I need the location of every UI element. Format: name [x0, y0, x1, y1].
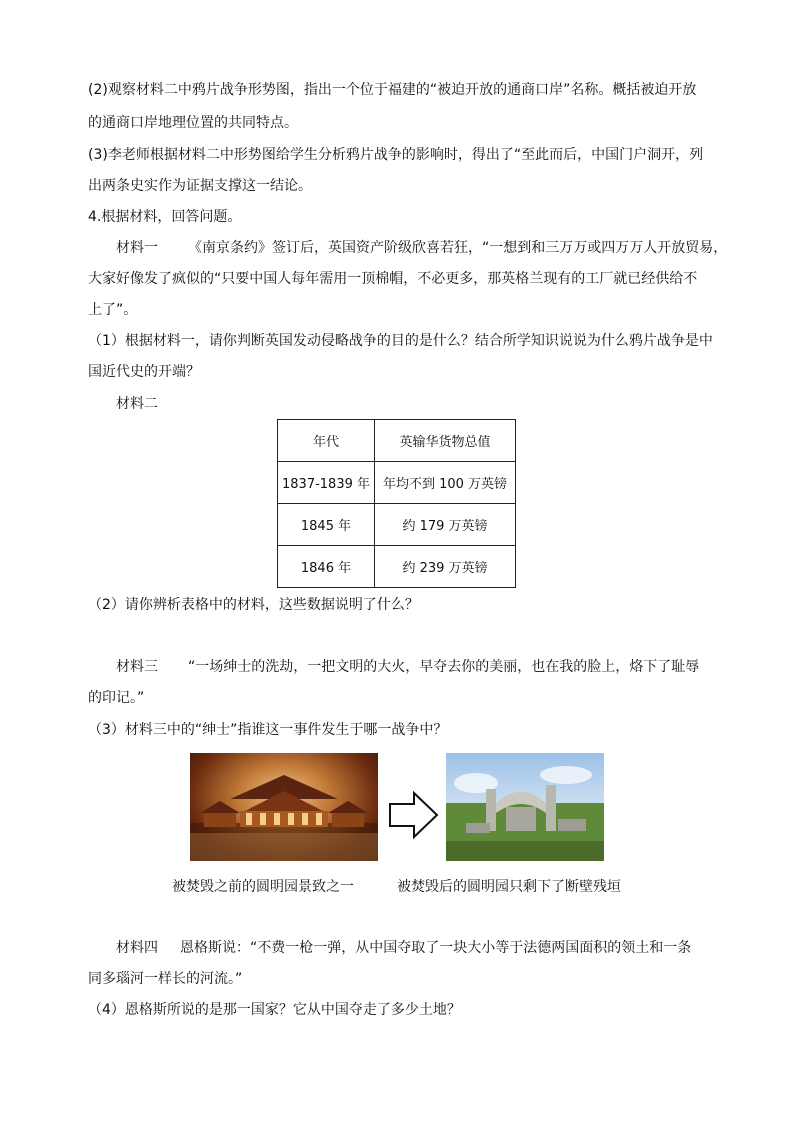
- caption-before: 被焚毁之前的圆明园景致之一: [172, 879, 354, 895]
- table-header-row: [278, 420, 516, 462]
- q3-2-text-line2: 的通商口岸地理位置的共同特点。: [88, 115, 298, 131]
- question-4-title: 4.根据材料，回答问题。: [88, 209, 242, 225]
- material1-label: 材料一: [116, 240, 158, 256]
- q4-1-text-line2: 国近代史的开端？: [88, 364, 200, 380]
- table-cell-year: 1846 年: [278, 546, 375, 588]
- yuanmingyuan-before-photo: [190, 753, 378, 861]
- yuanmingyuan-ruins-photo: [446, 753, 604, 861]
- table-header-cell: 年代: [278, 420, 375, 462]
- table-row: [278, 504, 516, 546]
- q3-3-text-line2: 出两条史实作为证据支撑这一结论。: [88, 178, 312, 194]
- material4-label: 材料四: [116, 940, 158, 956]
- q4-3-text: （3）材料三中的“绅士”指谁这一事件发生于哪一战争中？: [88, 722, 448, 738]
- material1-line1: [116, 238, 727, 258]
- material1-line3: 上了”。: [88, 302, 138, 318]
- table-cell-value: 约 179 万英镑: [375, 504, 516, 546]
- material1-text-1: 《南京条约》签订后，英国资产阶级欣喜若狂，“一想到和三万万或四万万人开放贸易，: [188, 240, 728, 256]
- material4-text-1: 恩格斯说：“不费一枪一弹，从中国夺取了一块大小等于法德两国面积的领土和一条: [180, 940, 692, 956]
- table-cell-year: 1837-1839 年: [278, 462, 375, 504]
- material2-label: 材料二: [116, 396, 158, 412]
- table-row: [278, 546, 516, 588]
- trade-table: [277, 419, 516, 588]
- q3-3-text-line1: (3)李老师根据材料二中形势图给学生分析鸦片战争的影响时，得出了“至此而后，中国门户洞开，列: [88, 147, 704, 163]
- caption-after: 被焚毁后的圆明园只剩下了断壁残垣: [397, 879, 621, 895]
- material3-label: 材料三: [116, 659, 158, 675]
- material1-line2: 大家好像发了疯似的“只要中国人每年需用一顶棉帽，不必更多，那英格兰现有的工厂就已经供给不: [88, 271, 698, 287]
- q4-4-text: （4）恩格斯所说的是那一国家？它从中国夺走了多少土地？: [88, 1002, 461, 1018]
- table-header-cell: 英输华货物总值: [375, 420, 516, 462]
- material3-line1: [116, 657, 699, 677]
- table-cell-value: 年均不到 100 万英镑: [375, 462, 516, 504]
- material3-line2: 的印记。”: [88, 690, 145, 706]
- q4-2-text: （2）请你辨析表格中的材料，这些数据说明了什么？: [88, 597, 419, 613]
- material3-text-1: “一场绅士的洗劫，一把文明的大火，早夺去你的美丽，也在我的脸上，烙下了耻辱: [188, 659, 700, 675]
- material4-line1: [116, 938, 691, 958]
- table-row: [278, 462, 516, 504]
- table-cell-year: 1845 年: [278, 504, 375, 546]
- table-cell-value: 约 239 万英镑: [375, 546, 516, 588]
- q4-1-text-line1: （1）根据材料一，请你判断英国发动侵略战争的目的是什么？结合所学知识说说为什么鸦片战争是中: [88, 333, 713, 349]
- q3-2-text-line1: (2)观察材料二中鸦片战争形势图，指出一个位于福建的“被迫开放的通商口岸”名称。概括被迫开放: [88, 82, 697, 98]
- material4-line2: 同多瑙河一样长的河流。”: [88, 971, 243, 987]
- right-arrow-icon: [388, 790, 440, 840]
